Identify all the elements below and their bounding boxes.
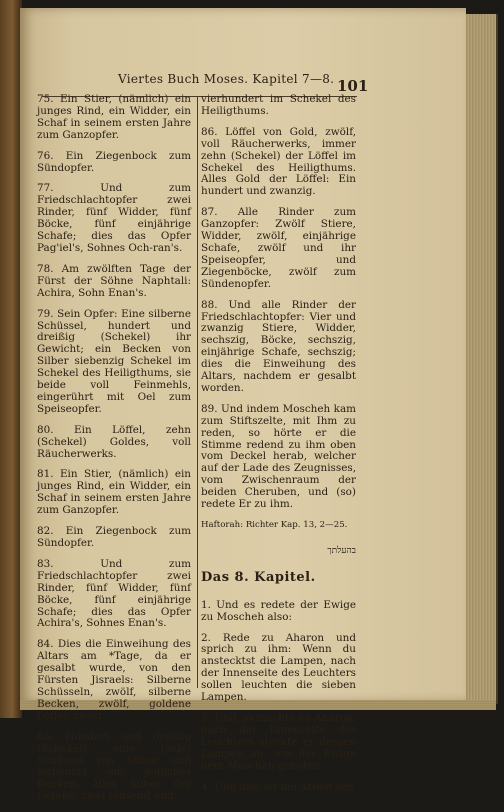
column-divider (197, 96, 198, 688)
right-column (201, 94, 356, 802)
parasha-name: בהעלתך (327, 545, 356, 556)
verse-85: 85. Hundert und dreißig (Schekel) eine (jede) Schüssel von Silber und siebenzig ein jegliches Becken. Alles Silber der Gefäße: zwei tausend und (37, 730, 191, 803)
verse-86: 86. Löffel von Gold, zwölf, voll Räucherwerks, immer zehn (Schekel) der Löffel im Schekel des Heiligthums. Alles Gold der Löffel: Ein hundert und zwanzig. (201, 125, 356, 198)
verse-8-1: 1. Und es redete der Ewige zu Moscheh also: (201, 598, 356, 623)
verse-79: 79. Sein Opfer: Eine silberne Schüssel, hundert und dreißig (Schekel) ihr Gewicht; ein Becken von Silber siebenzig Schekel im Schekel des Heiligthums, sie beide voll Feinmehls, eingerührt mit Oel zum Speiseopfer. (37, 307, 191, 415)
verse-85-continuation: vierhundert im Schekel des Heiligthums. (201, 93, 356, 117)
verse-89: 89. Und indem Moscheh kam zum Stiftszelte, mit Ihm zu reden, so hörte er die Stimme redend zu ihm oben vom Deckel herab, welcher auf der Lade des Zeugnisses, vom Zwischenraum der beiden Cheruben, und (so) redete Er zu ihm. (201, 402, 356, 511)
verse-84: 84. Dies die Einweihung des Altars am *Tage, da er gesalbt wurde, von den Fürsten Jisraels: Silberne Schüsseln, zwölf, silberne Becken, zwölf, goldene Löffel, zwölf. (37, 638, 191, 722)
haftarah-note: Haftorah: Richter Kap. 13, 2—25. (201, 520, 348, 530)
verse-78: 78. Am zwölften Tage der Fürst der Söhne Naphtali: Achira, Sohn Enan's. (37, 262, 191, 299)
verse-83: 83. Und zum Friedschlachtopfer zwei Rinder, fünf Widder, fünf Böcke, fünf einjährige Schafe; dies das Opfer Achira's, Sohnes Enan's. (37, 557, 191, 630)
verse-80: 80. Ein Löffel, zehn (Schekel) Goldes, voll Räucherwerks. (37, 423, 191, 460)
verse-8-4: 4. Und dies ist die Arbeit des (201, 780, 355, 793)
chapter-heading: Das 8. Kapitel. (201, 569, 316, 585)
verse-87: 87. Alle Rinder zum Ganzopfer: Zwölf Stiere, Widder, zwölf, einjährige Schafe, zwölf und ihr Speiseopfer, und Ziegenböcke, zwölf zum Sündenopfer. (201, 206, 356, 290)
verse-77: 77. Und zum Friedschlachtopfer zwei Rinder, fünf Widder, fünf Böcke, fünf einjährige Schafe; dies das Opfer Pag'iel's, Sohnes Och-ran's. (37, 182, 191, 254)
verse-8-2: 2. Rede zu Aharon und sprich zu ihm: Wenn du anstecktst die Lampen, nach der Innenseite des Leuchters sollen leuchten die sieben Lampen. (201, 631, 356, 704)
verse-75: 75. Ein Stier, (nämlich) ein junges Rind, ein Widder, ein Schaf in seinem ersten Jahre zum Ganzopfer. (37, 93, 191, 141)
verse-8-3: 3. Und so machte es Aharon, nach der Innenseite des Leuchters steckte er dessen Lampen an, wie der Ewige dem Moscheh geboten. (201, 711, 356, 772)
running-title: Viertes Buch Moses. Kapitel 7—8. (118, 72, 335, 86)
page-number: 101 (337, 77, 369, 95)
book-spine (0, 0, 22, 718)
verse-76: 76. Ein Ziegenbock zum Sündopfer. (37, 149, 191, 174)
verse-88: 88. Und alle Rinder der Friedschlachtopfer: Vier und zwanzig Stiere, Widder, sechszig, Böcke, sechszig, einjährige Schafe, sechszig; dies die Einweihung des Altars, nachdem er gesalbt worden. (201, 298, 356, 394)
left-column (37, 94, 191, 812)
verse-82: 82. Ein Ziegenbock zum Sündopfer. (37, 525, 191, 549)
verse-81: 81. Ein Stier, (nämlich) ein junges Rind, ein Widder, ein Schaf in seinem ersten Jahre zum Ganzopfer. (37, 468, 191, 517)
page-edges (466, 14, 498, 704)
